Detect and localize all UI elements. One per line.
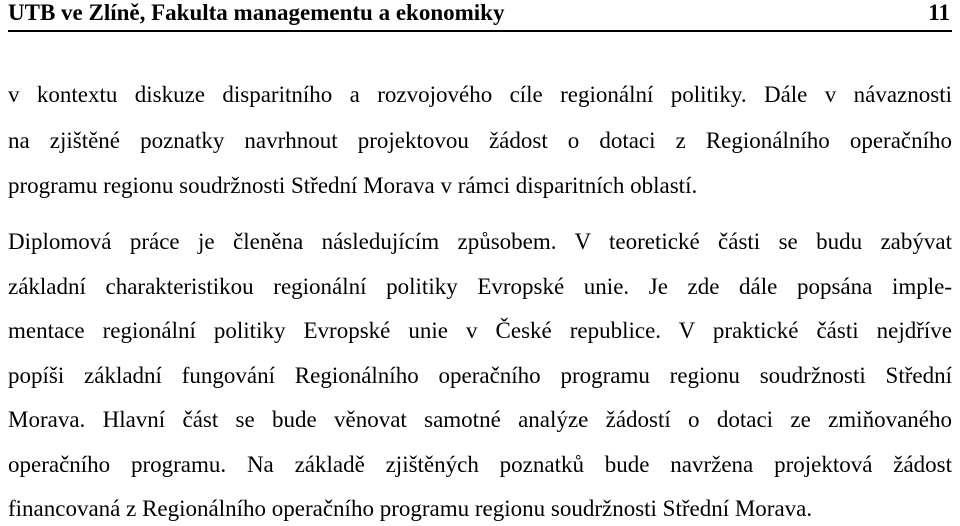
text-line: v kontextu diskuze disparitního a rozvojového cíle regionální politiky. Dále v návaznosti: [8, 82, 952, 107]
text-line: základní charakteristikou regionální politiky Evropské unie. Je zde dále popsána imple-: [8, 274, 952, 299]
text-line: mentace regionální politiky Evropské unie v České republice. V praktické části nejdříve: [8, 318, 952, 343]
page-number: 11: [928, 0, 950, 25]
text-line: programu regionu soudržnosti Střední Morava v rámci disparitních oblastí.: [8, 173, 698, 198]
text-line: na zjištěné poznatky navrhnout projektovou žádost o dotaci z Regionálního operačního: [8, 128, 952, 153]
text-line: operačního programu. Na základě zjištěných poznatků bude navržena projektová žádost: [8, 452, 952, 477]
header-title: UTB ve Zlíně, Fakulta managementu a ekonomiky: [8, 0, 505, 25]
text-line: Diplomová práce je členěna následujícím způsobem. V teoretické části se budu zabývat: [8, 229, 952, 254]
page-header: [8, 0, 952, 32]
text-line: Morava. Hlavní část se bude věnovat samotné analýze žádostí o dotaci ze zmiňovaného: [8, 407, 952, 432]
text-line: popíši základní fungování Regionálního operačního programu regionu soudržnosti Střední: [8, 363, 952, 388]
text-line: financovaná z Regionálního operačního programu regionu soudržnosti Střední Morava.: [8, 496, 813, 521]
